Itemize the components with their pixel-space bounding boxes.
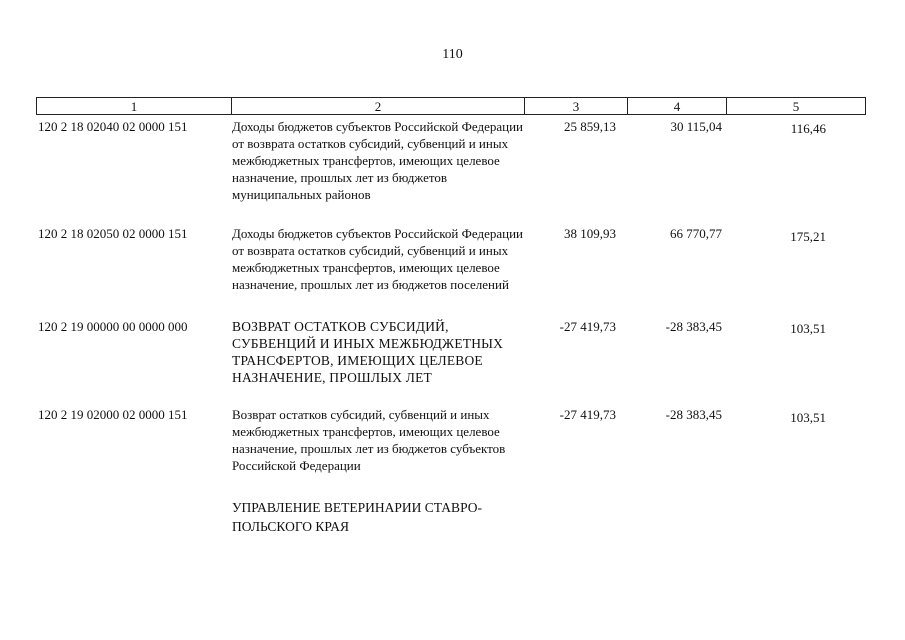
row-value-col5: 116,46 — [790, 121, 826, 136]
row-value-col5: 103,51 — [790, 410, 826, 425]
row-value-col5: 175,21 — [790, 229, 826, 244]
row-value-col3: -27 419,73 — [559, 407, 616, 422]
header-col-2: 2 — [374, 99, 382, 114]
page-number: 110 — [442, 47, 463, 62]
row-name: ВОЗВРАТ ОСТАТКОВ СУБСИДИЙ, СУБВЕНЦИЙ И ИНЫХ МЕЖБЮДЖЕТНЫХ ТРАНСФЕРТОВ, ИМЕЮЩИХ ЦЕЛЕВОЕ НАЗНАЧЕНИЕ, ПРОШЛЫХ ЛЕТ — [232, 319, 504, 385]
row-value-col4: 66 770,77 — [670, 226, 722, 241]
row-value-col4: -28 383,45 — [665, 407, 722, 422]
header-col-4: 4 — [673, 99, 681, 114]
table-header — [36, 97, 866, 115]
header-col-1: 1 — [130, 99, 138, 114]
row-value-col3: 25 859,13 — [564, 119, 616, 134]
header-col-3: 3 — [572, 99, 580, 114]
row-value-col5: 103,51 — [790, 321, 826, 336]
row-code: 120 2 18 02040 02 0000 151 — [38, 119, 188, 134]
row-value-col4: 30 115,04 — [670, 119, 722, 134]
row-value-col3: -27 419,73 — [559, 319, 616, 334]
row-code: 120 2 19 02000 02 0000 151 — [38, 407, 188, 422]
section-title: УПРАВЛЕНИЕ ВЕТЕРИНАРИИ СТАВРО-ПОЛЬСКОГО КРАЯ — [232, 500, 482, 534]
header-col-5: 5 — [792, 99, 800, 114]
row-code: 120 2 19 00000 00 0000 000 — [38, 319, 188, 334]
row-code: 120 2 18 02050 02 0000 151 — [38, 226, 188, 241]
row-value-col3: 38 109,93 — [564, 226, 616, 241]
row-name: Доходы бюджетов субъектов Российской Федерации от возврата остатков субсидий, субвенций и иных межбюджетных трансфертов, имеющих целевое назначение, прошлых лет из бюджетов муниципальных районов — [232, 119, 523, 202]
row-value-col4: -28 383,45 — [665, 319, 722, 334]
row-name: Доходы бюджетов субъектов Российской Федерации от возврата остатков субсидий, субвенций и иных межбюджетных трансфертов, имеющих целевое назначение, прошлых лет из бюджетов поселений — [232, 226, 523, 292]
row-name: Возврат остатков субсидий, субвенций и иных межбюджетных трансфертов, имеющих целевое назначение, прошлых лет из бюджетов субъектов Российской Федерации — [232, 407, 506, 473]
